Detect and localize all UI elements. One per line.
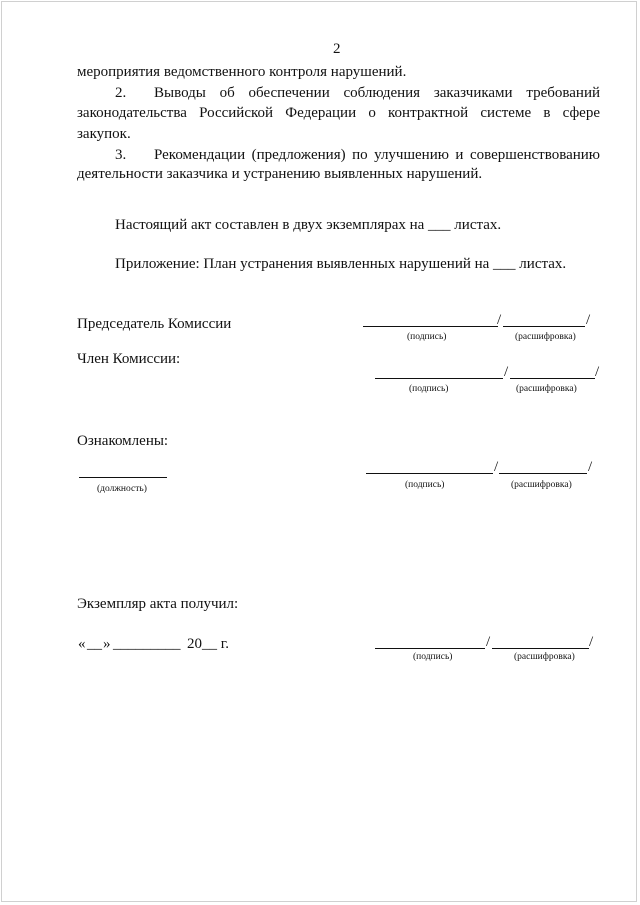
copies-statement: Настоящий акт составлен в двух экземплярах на ___ листах. [115,217,502,233]
item-2-line-3: закупок. [77,126,131,142]
position-caption: (должность) [97,484,147,494]
appendix-statement: Приложение: План устранения выявленных нарушений на ___ листах. [115,256,567,272]
received-slash-2: / [589,634,594,650]
member-label: Член Комиссии: [77,351,181,367]
received-signature-caption: (подпись) [413,652,453,662]
acquainted-label: Ознакомлены: [77,433,169,449]
chairman-slash-1: / [497,312,502,328]
member-slash-2: / [595,364,600,380]
received-decoding-caption: (расшифровка) [514,652,575,662]
item-3-line-2: деятельности заказчика и устранению выявленных нарушений. [77,166,483,182]
page-number: 2 [333,41,341,57]
chairman-slash-2: / [586,312,591,328]
acquainted-decoding-caption: (расшифровка) [511,480,572,490]
item-2-line-2: законодательства Российской Федерации о контрактной системе в сфере [77,105,600,121]
chairman-signature-line [363,326,498,327]
date-open-quote: « [78,636,86,652]
paragraph-continuation: мероприятия ведомственного контроля нарушений. [77,64,407,80]
acquainted-decoding-line [499,473,587,474]
acquainted-signature-line [366,473,493,474]
member-decoding-line [510,378,595,379]
item-3-number: 3. [115,147,127,163]
chairman-signature-caption: (подпись) [407,332,447,342]
received-decoding-line [492,648,589,649]
position-line [79,477,167,478]
received-slash-1: / [486,634,491,650]
date-close-quote: » [103,636,111,652]
member-slash-1: / [504,364,509,380]
acquainted-signature-caption: (подпись) [405,480,445,490]
item-3-line-1: Рекомендации (предложения) по улучшению и совершенствованию [154,147,600,163]
chairman-label: Председатель Комиссии [77,316,232,332]
date-month-blank: _________ [113,636,181,652]
member-signature-line [375,378,503,379]
acquainted-slash-2: / [588,459,593,475]
member-decoding-caption: (расшифровка) [516,384,577,394]
chairman-decoding-line [503,326,585,327]
received-label: Экземпляр акта получил: [77,596,239,612]
item-2-number: 2. [115,85,127,101]
received-signature-line [375,648,485,649]
acquainted-slash-1: / [494,459,499,475]
item-2-line-1: Выводы об обеспечении соблюдения заказчиками требований [154,85,600,101]
member-signature-caption: (подпись) [409,384,449,394]
date-day-blank: __ [87,636,102,652]
chairman-decoding-caption: (расшифровка) [515,332,576,342]
date-year: 20__ г. [187,636,229,652]
